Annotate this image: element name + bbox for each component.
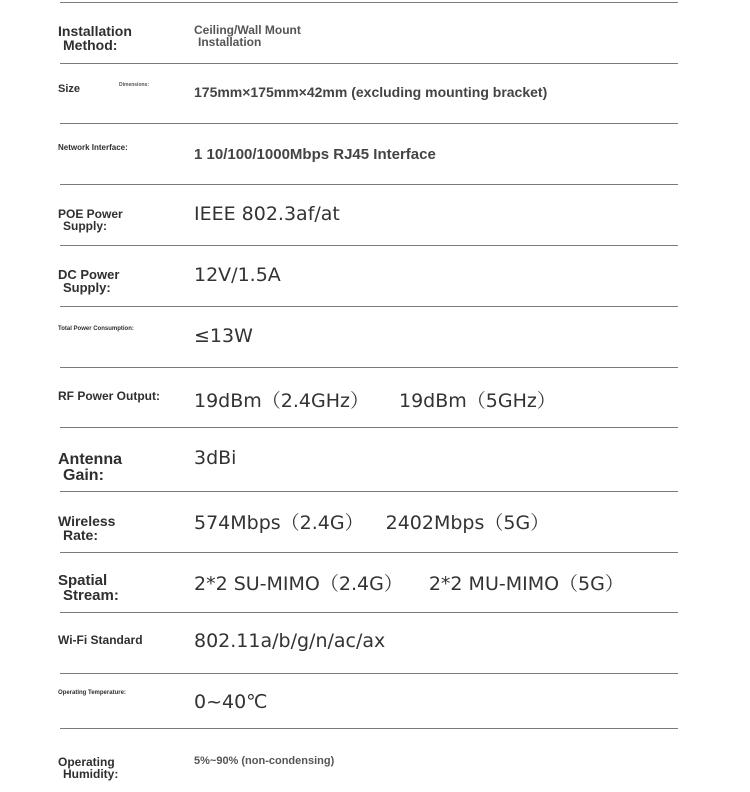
size-value: 175mm×175mm×42mm (excluding mounting bracket) bbox=[194, 84, 548, 100]
value-line-2: Installation bbox=[198, 35, 262, 49]
divider bbox=[60, 306, 678, 307]
total-power-consumption-label: Total Power Consumption: bbox=[58, 326, 134, 332]
divider bbox=[60, 367, 678, 368]
wireless-rate-value bbox=[194, 508, 549, 535]
dc-power-supply-value: 12V/1.5A bbox=[194, 264, 281, 286]
value-5ghz: 19dBm（5GHz） bbox=[398, 390, 556, 412]
rf-power-output-label: RF Power Output: bbox=[58, 389, 160, 403]
value-line-1: Ceiling/Wall Mount bbox=[194, 23, 301, 37]
label-line-1: DC Power bbox=[58, 267, 120, 282]
value-2-4ghz: 19dBm（2.4GHz） bbox=[194, 390, 369, 412]
network-interface-label: Network Interface: bbox=[58, 143, 128, 152]
total-power-consumption-value: ≤13W bbox=[194, 325, 253, 347]
divider bbox=[60, 491, 678, 492]
label-line-2: Supply: bbox=[63, 280, 111, 295]
divider bbox=[60, 2, 678, 3]
rf-power-output-value bbox=[194, 386, 556, 413]
dimensions-sublabel: Dimensions: bbox=[119, 82, 150, 88]
value-su-mimo: 2*2 SU-MIMO（2.4G） bbox=[194, 573, 403, 595]
poe-power-supply-label bbox=[58, 208, 123, 232]
label-line-1: Installation bbox=[58, 23, 132, 39]
label-line-1: POE Power bbox=[58, 207, 123, 221]
network-interface-value: 1 10/100/1000Mbps RJ45 Interface bbox=[194, 146, 436, 163]
divider bbox=[60, 63, 678, 64]
label-line-1: Antenna bbox=[58, 451, 122, 468]
operating-humidity-value: 5%~90% (non-condensing) bbox=[194, 755, 335, 767]
label-line-1: Operating bbox=[58, 755, 115, 769]
label-line-1: Spatial bbox=[58, 572, 108, 589]
divider bbox=[60, 728, 678, 729]
antenna-gain-value: 3dBi bbox=[194, 447, 237, 469]
size-label: Size bbox=[58, 83, 81, 95]
spatial-stream-value bbox=[194, 569, 624, 596]
label-line-2: Stream: bbox=[63, 587, 119, 604]
operating-temperature-value: 0~40℃ bbox=[194, 691, 268, 713]
poe-power-supply-value: IEEE 802.3af/at bbox=[194, 203, 340, 225]
value-5g: 2402Mbps（5G） bbox=[385, 512, 550, 534]
label-line-1: Wireless bbox=[58, 513, 116, 529]
wifi-standard-value: 802.11a/b/g/n/ac/ax bbox=[194, 630, 386, 652]
divider bbox=[60, 123, 678, 124]
label-line-2: Method: bbox=[63, 37, 118, 53]
divider bbox=[60, 612, 678, 613]
antenna-gain-label bbox=[58, 452, 122, 484]
wifi-standard-label: Wi-Fi Standard bbox=[58, 633, 143, 647]
value-mu-mimo: 2*2 MU-MIMO（5G） bbox=[428, 573, 624, 595]
divider bbox=[60, 552, 678, 553]
installation-method-value bbox=[194, 24, 301, 48]
installation-method-label bbox=[58, 24, 132, 52]
label-line-2: Gain: bbox=[63, 467, 104, 484]
label-line-2: Rate: bbox=[63, 527, 99, 543]
spatial-stream-label bbox=[58, 573, 119, 603]
label-line-2: Supply: bbox=[63, 219, 107, 233]
dc-power-supply-label bbox=[58, 268, 119, 294]
value-2-4g: 574Mbps（2.4G） bbox=[194, 512, 364, 534]
divider bbox=[60, 184, 678, 185]
divider bbox=[60, 427, 678, 428]
operating-humidity-label bbox=[58, 756, 118, 780]
wireless-rate-label bbox=[58, 514, 115, 542]
operating-temperature-label: Operating Temperature: bbox=[58, 690, 126, 696]
label-line-2: Humidity: bbox=[63, 767, 119, 781]
divider bbox=[60, 673, 678, 674]
divider bbox=[60, 245, 678, 246]
